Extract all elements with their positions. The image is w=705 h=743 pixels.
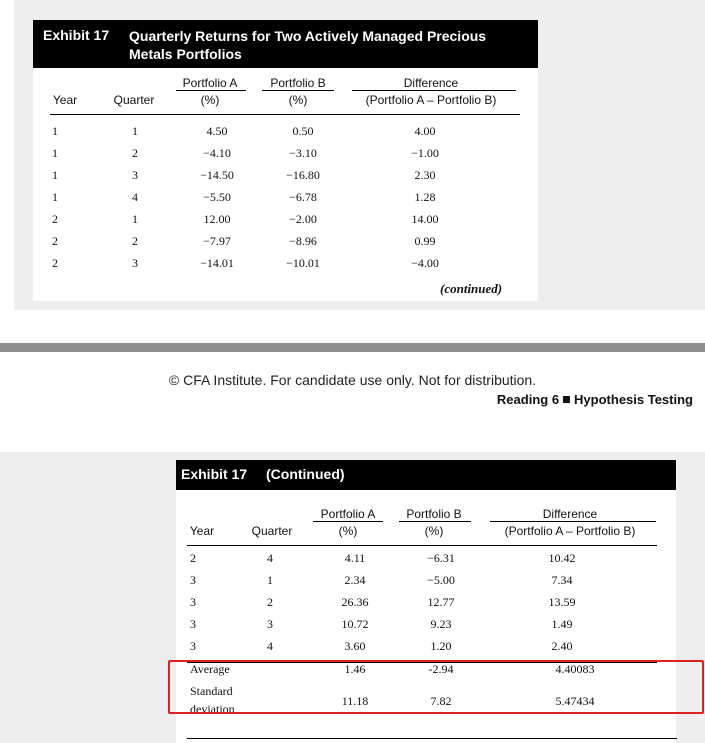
average-portfolio-b: -2.94 [428,662,454,676]
header-rule-pb [262,90,334,91]
exhibit-1-label: Exhibit 17 [43,27,110,43]
header-rule-pa [176,90,246,91]
cell-year: 2 [52,234,58,248]
exhibit-2-label: Exhibit 17 [181,466,248,482]
cell-portfolio-b: −8.96 [289,234,317,248]
col-header-portfolio-a-unit: (%) [200,93,220,107]
cell-year: 2 [52,212,58,226]
cell-portfolio-a: −14.50 [200,168,234,182]
cell-difference: 14.00 [411,212,439,226]
exhibit-2-title: (Continued) [266,466,345,482]
cell-year: 1 [52,124,58,138]
header-rule-diff [490,521,656,522]
col-header-quarter: Quarter [251,524,293,538]
cell-portfolio-b: −10.01 [286,256,320,270]
col-header-difference: Difference [542,507,598,521]
average-label: Average [190,662,230,676]
cell-portfolio-a: 2.34 [344,573,366,587]
cell-year: 3 [190,573,196,587]
cell-portfolio-a: 3.60 [344,639,366,653]
cell-quarter: 1 [267,573,273,587]
cell-difference: 1.49 [551,617,573,631]
average-difference: 4.40083 [555,662,595,676]
cell-portfolio-a: 10.72 [341,617,369,631]
col-header-year: Year [52,93,78,107]
col-header-portfolio-a-unit: (%) [338,524,358,538]
cell-quarter: 1 [132,212,138,226]
cell-difference: 1.28 [414,190,436,204]
col-header-portfolio-a: Portfolio A [320,507,376,521]
running-head-reading: Reading 6 [496,392,560,407]
col-header-difference-detail: (Portfolio A – Portfolio B) [365,93,497,107]
continued-label: (continued) [440,281,503,296]
cell-difference: 4.00 [414,124,436,138]
copyright-notice: © CFA Institute. For candidate use only. Not for distribution. [168,372,537,388]
running-head-title: Hypothesis Testing [574,392,693,407]
cell-portfolio-b: 1.20 [430,639,452,653]
cell-portfolio-b: −16.80 [286,168,320,182]
col-header-portfolio-a: Portfolio A [182,76,238,90]
cell-portfolio-b: 9.23 [430,617,452,631]
cell-portfolio-b: −6.31 [427,551,455,565]
cell-difference: −4.00 [411,256,439,270]
average-portfolio-a: 1.46 [344,662,366,676]
cell-portfolio-a: −14.01 [200,256,234,270]
table-bottom-rule [187,738,677,739]
col-header-portfolio-b: Portfolio B [406,507,462,521]
cell-year: 1 [52,168,58,182]
stdev-portfolio-a: 11.18 [341,694,369,708]
cell-portfolio-a: 4.11 [344,551,366,565]
header-bottom-rule [187,545,657,546]
cell-difference: −1.00 [411,146,439,160]
running-head [497,392,693,407]
stdev-label-line2: deviation [190,702,235,713]
header-rule-diff [352,90,516,91]
col-header-year: Year [189,524,215,538]
stdev-difference: 5.47434 [555,694,595,708]
cell-quarter: 4 [132,190,138,204]
cell-quarter: 3 [267,617,273,631]
cell-difference: 2.30 [414,168,436,182]
exhibit-1-title: Quarterly Returns for Two Actively Managed Precious Metals Portfolios [129,28,487,62]
cell-quarter: 1 [132,124,138,138]
exhibit-1-header-bar [33,20,538,68]
col-header-portfolio-b-unit: (%) [288,93,308,107]
cell-difference: 10.42 [548,551,576,565]
cell-quarter: 4 [267,551,273,565]
cell-quarter: 2 [267,595,273,609]
col-header-portfolio-b-unit: (%) [424,524,444,538]
exhibit-2-header-bar [176,460,676,490]
cell-portfolio-b: −6.78 [289,190,317,204]
cell-year: 2 [190,551,196,565]
stdev-label-line1: Standard [190,684,233,698]
cell-portfolio-a: −5.50 [203,190,231,204]
cell-difference: 0.99 [414,234,436,248]
cell-year: 3 [190,617,196,631]
cell-quarter: 4 [267,639,273,653]
cell-quarter: 3 [132,168,138,182]
red-highlight-box [168,660,704,714]
cell-quarter: 2 [132,234,138,248]
cell-difference: 13.59 [548,595,576,609]
cell-year: 1 [52,190,58,204]
header-rule-pa [313,521,383,522]
cell-year: 1 [52,146,58,160]
cell-portfolio-a: −4.10 [203,146,231,160]
cell-portfolio-b: 12.77 [427,595,455,609]
cell-year: 3 [190,639,196,653]
cell-difference: 2.40 [551,639,573,653]
cell-portfolio-a: −7.97 [203,234,231,248]
stdev-portfolio-b: 7.82 [430,694,452,708]
cell-portfolio-b: 0.50 [292,124,314,138]
col-header-quarter: Quarter [113,93,155,107]
cell-difference: 7.34 [551,573,573,587]
cell-portfolio-a: 4.50 [206,124,228,138]
cell-portfolio-a: 26.36 [341,595,369,609]
col-header-difference-detail: (Portfolio A – Portfolio B) [504,524,636,538]
cell-portfolio-a: 12.00 [203,212,231,226]
square-bullet-icon [563,396,570,403]
cell-quarter: 3 [132,256,138,270]
cell-portfolio-b: −2.00 [289,212,317,226]
header-bottom-rule [50,114,520,115]
cell-portfolio-b: −5.00 [427,573,455,587]
page-divider [0,343,705,352]
cell-quarter: 2 [132,146,138,160]
col-header-portfolio-b: Portfolio B [270,76,326,90]
cell-portfolio-b: −3.10 [289,146,317,160]
header-rule-pb [399,521,471,522]
col-header-difference: Difference [403,76,459,90]
cell-year: 2 [52,256,58,270]
cell-year: 3 [190,595,196,609]
